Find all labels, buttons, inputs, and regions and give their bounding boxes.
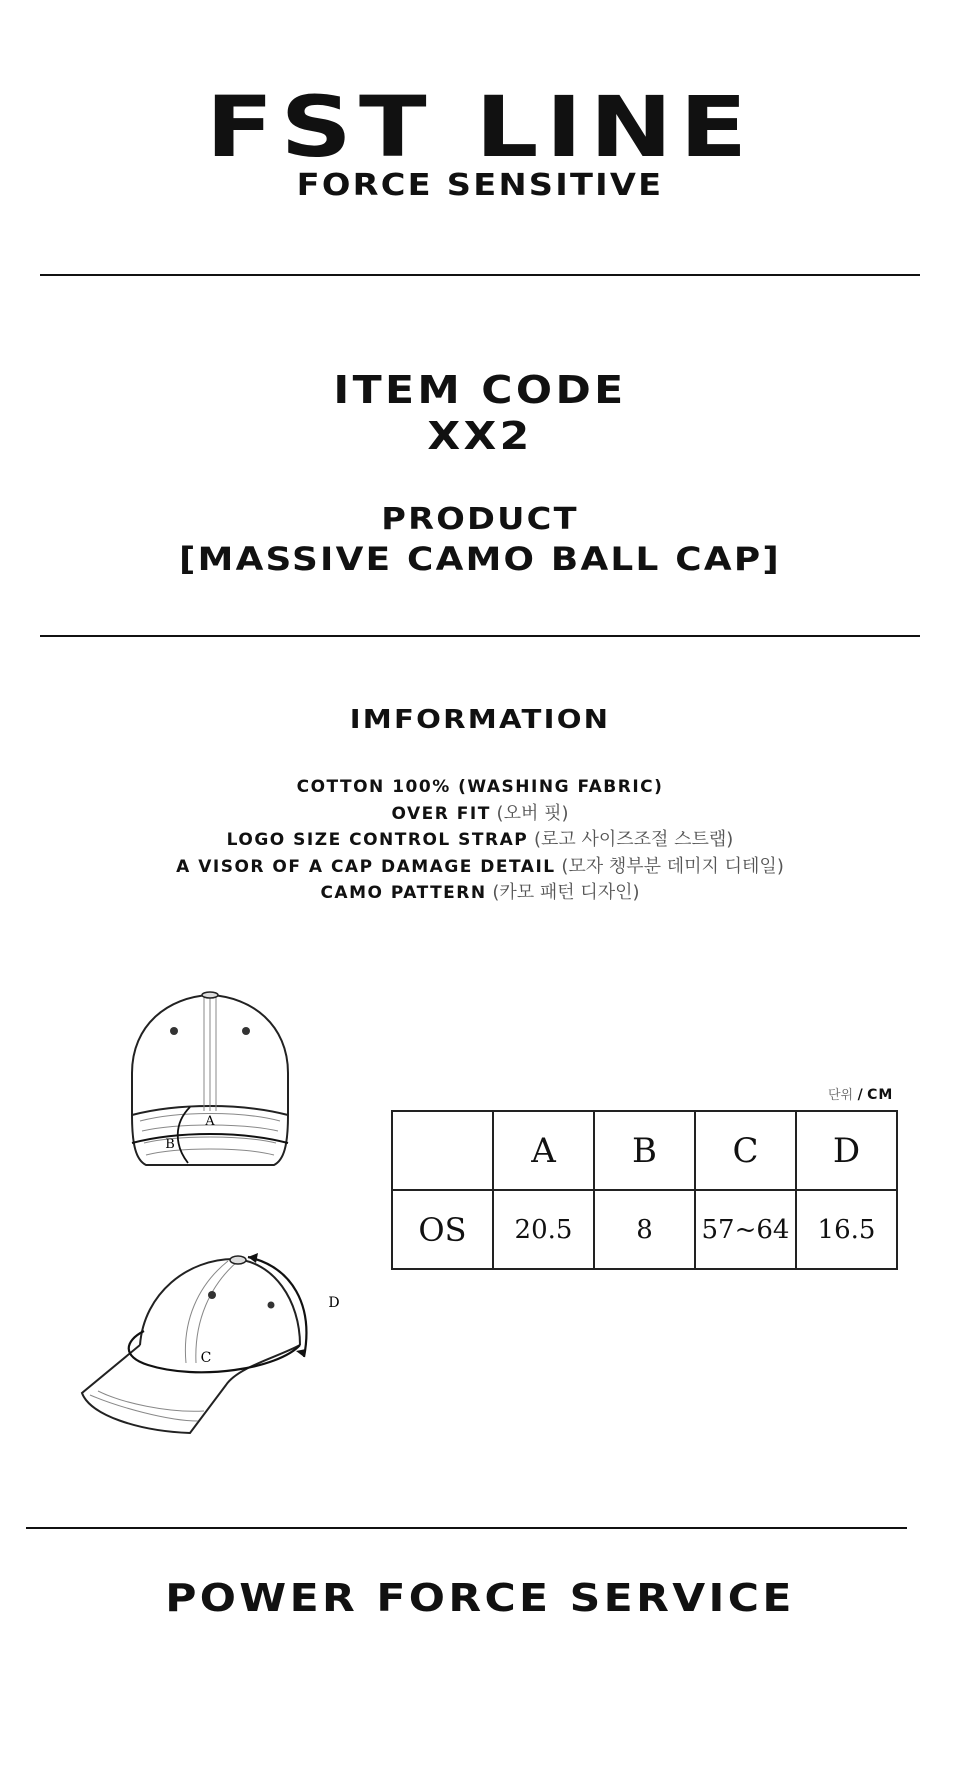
diagram-label-d: D	[328, 1295, 340, 1311]
item-code-label: ITEM CODE	[333, 368, 627, 412]
table-cell: 8	[594, 1190, 695, 1269]
divider	[40, 274, 920, 276]
information-title: IMFORMATION	[349, 705, 611, 735]
information-line-en: A VISOR OF A CAP DAMAGE DETAIL	[176, 856, 556, 877]
divider	[26, 1527, 907, 1529]
table-header-cell	[392, 1111, 493, 1190]
table-cell: 57~64	[695, 1190, 796, 1269]
table-header-row	[392, 1111, 897, 1190]
cap-crown-outline	[140, 1259, 300, 1345]
size-table	[391, 1110, 898, 1270]
cap-side-diagram	[78, 1245, 358, 1445]
diagram-label-c: C	[200, 1350, 212, 1366]
information-line-en: COTTON 100% (WASHING FABRIC)	[296, 777, 664, 797]
table-header-cell: B	[594, 1111, 695, 1190]
divider	[40, 635, 920, 637]
footer-title: POWER FORCE SERVICE	[165, 1576, 795, 1620]
diagram-label-a: A	[205, 1114, 215, 1129]
information-list	[0, 774, 960, 907]
unit-label-cm: CM	[867, 1087, 894, 1103]
table-cell: 16.5	[796, 1190, 897, 1269]
information-line-en: OVER FIT	[391, 803, 491, 824]
cap-front-diagram	[118, 985, 308, 1205]
product-name: [MASSIVE CAMO BALL CAP]	[179, 540, 781, 578]
cap-visor-outline	[82, 1345, 300, 1433]
unit-label-ko: 단위	[828, 1088, 854, 1103]
table-cell: 20.5	[493, 1190, 594, 1269]
information-line	[0, 880, 960, 907]
table-header-cell: C	[695, 1111, 796, 1190]
information-line-ko: (로고 사이즈조절 스트랩)	[533, 829, 734, 850]
information-line	[0, 854, 960, 881]
unit-label: 단위 / CM	[828, 1087, 894, 1103]
information-line-ko: (오버 핏)	[496, 802, 569, 824]
information-line	[0, 827, 960, 854]
product-label: PRODUCT	[381, 502, 579, 537]
table-row-label: OS	[392, 1190, 493, 1269]
table-header-cell: D	[796, 1111, 897, 1190]
brand-title: FST LINE	[205, 78, 755, 176]
information-line	[0, 801, 960, 828]
item-code: XX2	[427, 414, 533, 458]
information-line-en: LOGO SIZE CONTROL STRAP	[226, 830, 529, 850]
information-line-ko: (모자 챙부분 데미지 디테일)	[561, 855, 784, 877]
information-line-ko: (카모 패턴 디자인)	[492, 882, 640, 903]
information-line-en: CAMO PATTERN	[320, 883, 487, 903]
information-line	[0, 774, 960, 801]
brand-subtitle: FORCE SENSITIVE	[296, 168, 664, 203]
table-row	[392, 1190, 897, 1269]
diagram-label-b: B	[165, 1137, 175, 1152]
table-header-cell: A	[493, 1111, 594, 1190]
